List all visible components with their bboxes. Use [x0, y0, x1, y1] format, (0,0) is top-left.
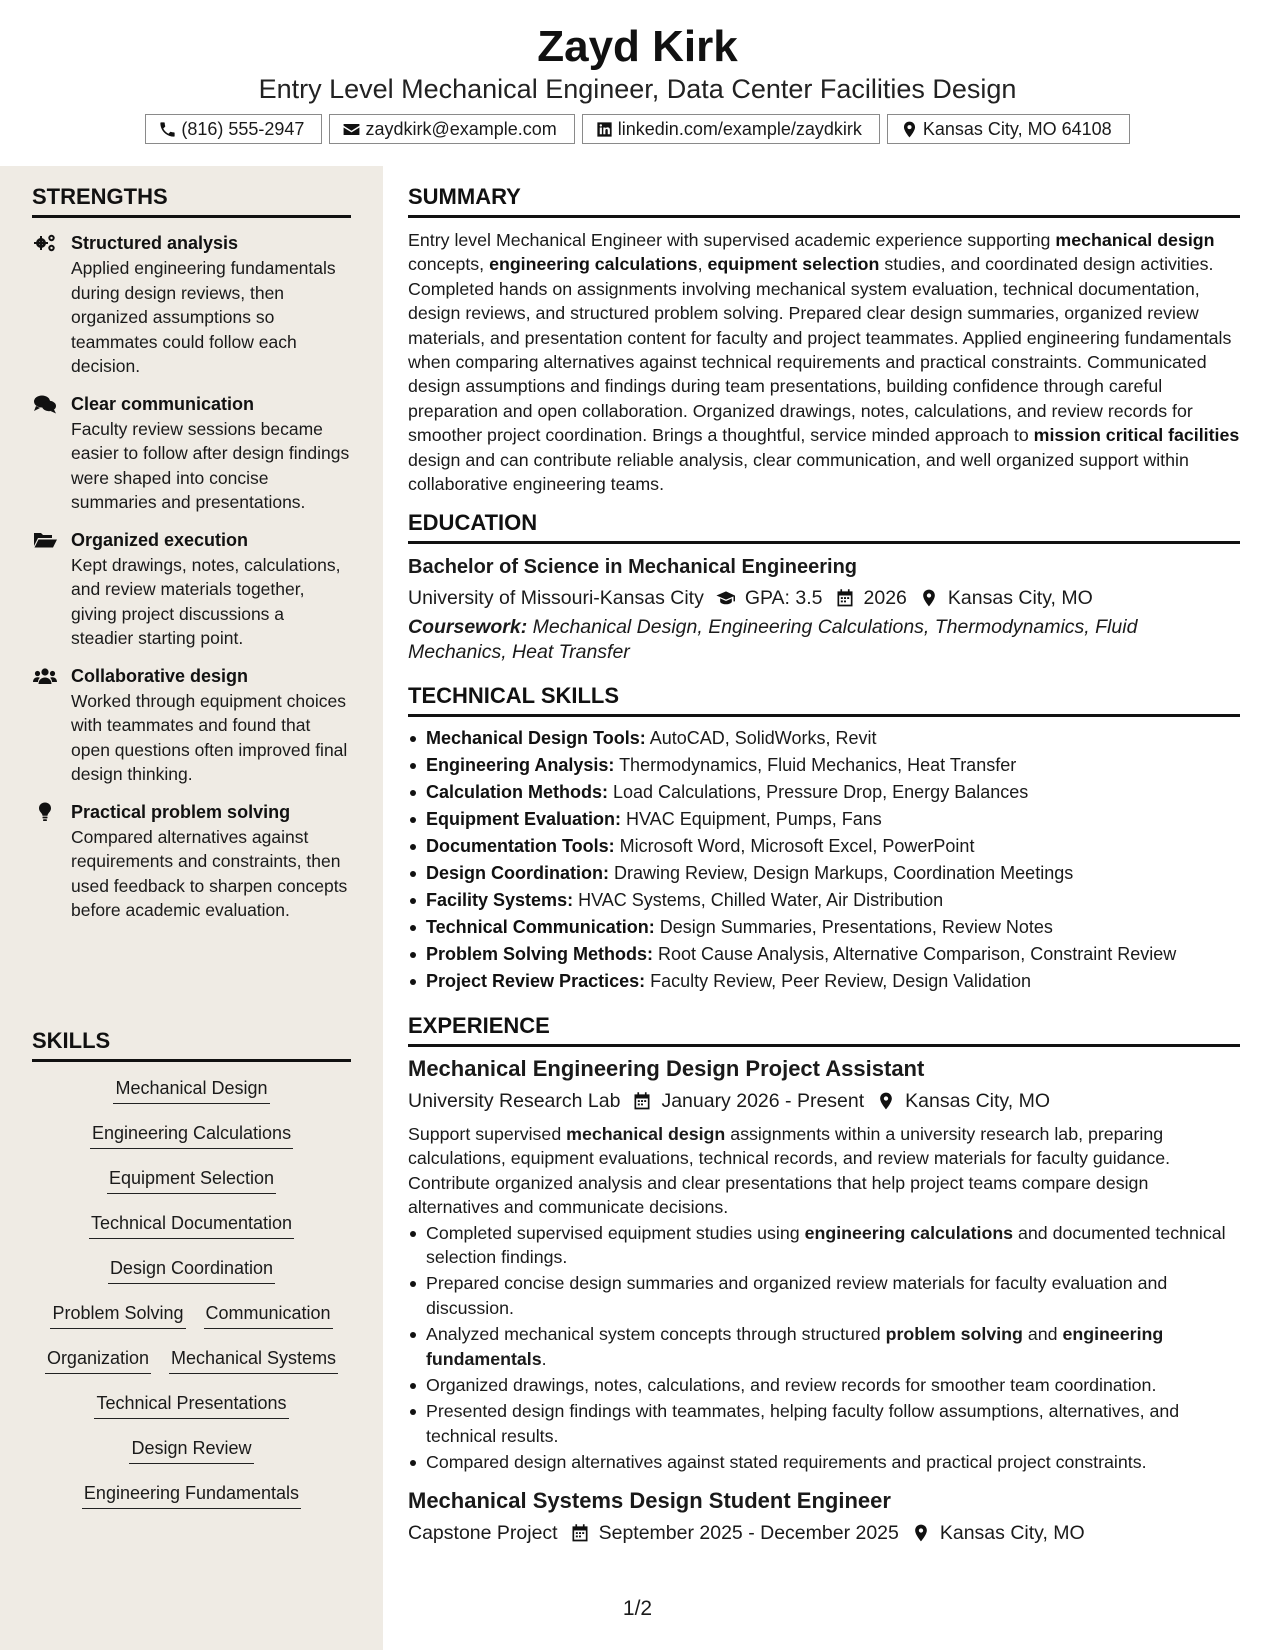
text-fragment: Completed supervised equipment studies using: [426, 1222, 805, 1243]
technical-skill-label: Problem Solving Methods:: [426, 944, 654, 964]
technical-skills-list: [408, 725, 1240, 995]
text-fragment: Analyzed mechanical system concepts through structured: [426, 1324, 886, 1345]
job-org-item: [408, 1520, 558, 1546]
technical-skill-label: Facility Systems:: [426, 890, 574, 910]
job-bullet: [408, 1399, 1240, 1448]
summary-section: [408, 184, 1240, 496]
linkedin-text: linkedin.com/example/zaydkirk: [617, 118, 862, 139]
technical-skill-label: Engineering Analysis:: [426, 755, 615, 775]
text-fragment: design and can contribute reliable analysis, clear communication, and well organized support within collaborative engineering teams.: [408, 449, 1189, 495]
skill-row: [32, 1121, 351, 1166]
job-org: University Research Lab: [408, 1090, 621, 1112]
contact-bar: [0, 114, 1275, 144]
text-fragment: Prepared concise design summaries and organized review materials for faculty evaluation and discussion.: [426, 1273, 1168, 1318]
coursework-label: Coursework:: [408, 616, 528, 638]
job-bullet: [408, 1450, 1240, 1474]
strength-item: [32, 231, 351, 379]
job-location: Kansas City, MO: [905, 1090, 1050, 1112]
candidate-name: Zayd Kirk: [537, 22, 738, 71]
contact-linkedin[interactable]: [582, 114, 880, 144]
skill-tag: Mechanical Design: [113, 1076, 269, 1104]
text-fragment: ,: [697, 254, 708, 275]
comments-icon: [33, 394, 57, 414]
text-fragment: and documented technical selection findings.: [426, 1222, 1226, 1268]
technical-skill-item: [408, 860, 1240, 887]
text-fragment: Compared design alternatives against stated requirements and practical project constraints.: [426, 1452, 1147, 1473]
education-meta: [408, 585, 1240, 611]
skill-row: [32, 1436, 351, 1481]
job-meta: [408, 1088, 1240, 1114]
technical-skill-label: Documentation Tools:: [426, 836, 615, 856]
emphasis-text: mechanical design: [566, 1124, 726, 1144]
calendar-icon: [835, 588, 855, 608]
school-name: University of Missouri-Kansas City: [408, 587, 704, 609]
skills-section: [32, 1028, 351, 1526]
emphasis-text: engineering calculations: [804, 1222, 1014, 1243]
technical-skill-label: Equipment Evaluation:: [426, 809, 622, 829]
skill-tag: Engineering Calculations: [90, 1121, 293, 1149]
text-fragment: Presented design findings with teammates, helping faculty follow assumptions, alternatives, and technical results.: [426, 1401, 1180, 1446]
skill-row: [32, 1346, 351, 1391]
email-text: zaydkirk@example.com: [365, 118, 557, 139]
envelope-icon: [342, 120, 361, 139]
skill-tag: Technical Documentation: [89, 1211, 294, 1239]
strength-description: Worked through equipment choices with teammates and found that open questions often improved final design thinking.: [71, 690, 348, 784]
calendar-icon: [632, 1091, 652, 1111]
skill-tag: Design Coordination: [108, 1256, 275, 1284]
school-item: [408, 585, 704, 611]
technical-skill-value: Thermodynamics, Fluid Mechanics, Heat Transfer: [614, 755, 1017, 775]
job-dates-item: [632, 1088, 864, 1114]
technical-skill-value: Design Summaries, Presentations, Review Notes: [654, 917, 1053, 937]
technical-skill-item: [408, 752, 1240, 779]
contact-phone[interactable]: [145, 114, 322, 144]
map-pin-icon: [900, 120, 919, 139]
technical-skills-section: [408, 683, 1240, 995]
strength-description: Applied engineering fundamentals during design reviews, then organized assumptions so teammates could follow each decision.: [71, 258, 336, 376]
contact-location[interactable]: [887, 114, 1130, 144]
skill-row: [32, 1481, 351, 1526]
emphasis-text: mechanical design: [1055, 230, 1215, 250]
technical-skill-label: Calculation Methods:: [426, 782, 609, 802]
coursework: [408, 615, 1240, 664]
gears-icon: [33, 233, 57, 253]
technical-skill-value: AutoCAD, SolidWorks, Revit: [645, 728, 877, 748]
strength-title: Clear communication: [71, 393, 255, 414]
technical-skill-value: Drawing Review, Design Markups, Coordination Meetings: [609, 863, 1074, 883]
text-fragment: Support supervised: [408, 1124, 567, 1144]
year-item: [835, 585, 907, 611]
job-bullet: [408, 1373, 1240, 1397]
technical-skill-value: HVAC Systems, Chilled Water, Air Distribution: [573, 890, 944, 910]
graduation-year: 2026: [863, 587, 907, 609]
location-text: Kansas City, MO 64108: [922, 118, 1112, 139]
technical-skill-item: [408, 941, 1240, 968]
skill-row: [32, 1211, 351, 1256]
skill-row: [32, 1301, 351, 1346]
technical-skill-item: [408, 914, 1240, 941]
text-fragment: .: [541, 1348, 547, 1369]
coursework-list: Mechanical Design, Engineering Calculations, Thermodynamics, Fluid Mechanics, Heat Transfer: [408, 616, 1138, 663]
text-fragment: concepts,: [408, 254, 490, 275]
job-location-item: [876, 1088, 1050, 1114]
job-dates: September 2025 - December 2025: [598, 1521, 899, 1544]
strength-item: [32, 392, 351, 515]
technical-skill-value: Load Calculations, Pressure Drop, Energy Balances: [608, 782, 1029, 802]
emphasis-text: mission critical facilities: [1033, 425, 1240, 446]
emphasis-text: problem solving: [885, 1324, 1023, 1345]
job-bullets: [408, 1221, 1240, 1475]
job-org: Capstone Project: [408, 1521, 558, 1544]
gpa-text: GPA: 3.5: [744, 587, 823, 609]
linkedin-icon: [595, 120, 614, 139]
text-fragment: Organized drawings, notes, calculations, and review records for smoother team coordination.: [426, 1375, 1157, 1396]
phone-text: (816) 555-2947: [181, 118, 305, 139]
emphasis-text: equipment selection: [707, 254, 880, 275]
strength-title: Practical problem solving: [71, 801, 291, 822]
job-location-item: [911, 1520, 1085, 1546]
technical-skill-item: [408, 968, 1240, 995]
page-number: 1/2: [622, 1597, 653, 1620]
text-fragment: studies, and coordinated design activities. Completed hands on assignments involving mechanical system evaluation, technical documentation, design reviews, and structured problem solving. Prepared clear design summaries, organized review materials, and presentation content for faculty and project teammates. Applied engineering fundamentals when comparing alternatives against technical requirements and practical constraints. Communicated design assumptions and findings during team presentations, building confidence through careful preparation and open collaboration. Organized drawings, notes, calculations, and review records for smoother project coordination. Brings a thoughtful, service minded approach to: [408, 254, 1232, 446]
job-entry: [408, 1055, 1240, 1475]
technical-skill-label: Mechanical Design Tools:: [426, 728, 646, 748]
text-fragment: and: [1022, 1324, 1063, 1345]
strength-description: Compared alternatives against requirements and constraints, then used feedback to sharpen concepts before academic evaluation.: [71, 826, 348, 920]
phone-icon: [158, 120, 177, 139]
job-title: Mechanical Systems Design Student Engineer: [408, 1487, 891, 1513]
technical-skill-label: Design Coordination:: [426, 863, 609, 883]
technical-skills-heading: TECHNICAL SKILLS: [408, 683, 1240, 717]
education-heading: EDUCATION: [408, 510, 1240, 544]
technical-skill-value: Microsoft Word, Microsoft Excel, PowerPoint: [614, 836, 975, 856]
map-pin-icon: [876, 1091, 896, 1111]
summary-text: [408, 228, 1240, 496]
strength-title: Structured analysis: [71, 233, 239, 253]
job-bullet: [408, 1221, 1240, 1270]
strength-item: [32, 664, 351, 787]
job-dates-item: [570, 1520, 899, 1546]
job-entry: [408, 1487, 1240, 1546]
job-bullet: [408, 1322, 1240, 1371]
strength-item: [32, 800, 351, 923]
graduation-cap-icon: [716, 588, 736, 608]
job-bullet: [408, 1271, 1240, 1320]
skill-tag: Mechanical Systems: [169, 1346, 338, 1374]
skill-tag: Organization: [45, 1346, 151, 1374]
technical-skill-value: Faculty Review, Peer Review, Design Validation: [645, 971, 1031, 991]
emphasis-text: engineering fundamentals: [426, 1324, 1164, 1369]
strength-description: Kept drawings, notes, calculations, and review materials together, giving project discussions a steadier starting point.: [71, 554, 341, 648]
skill-tag: Communication: [204, 1301, 333, 1329]
lightbulb-icon: [33, 802, 57, 822]
skill-tag: Technical Presentations: [94, 1391, 288, 1419]
skill-tag: Design Review: [129, 1436, 253, 1464]
technical-skill-item: [408, 779, 1240, 806]
text-fragment: assignments within a university research lab, preparing calculations, equipment evaluations, technical records, and review materials for faculty guidance. Contribute organized analysis and clear presentations that help project teams compare design alternatives and communicate decisions.: [408, 1124, 1171, 1218]
folder-open-icon: [33, 530, 57, 550]
job-dates: January 2026 - Present: [661, 1090, 865, 1112]
experience-section: [408, 1013, 1240, 1546]
technical-skill-item: [408, 887, 1240, 914]
skill-tag: Equipment Selection: [107, 1166, 276, 1194]
technical-skill-value: HVAC Equipment, Pumps, Fans: [621, 809, 882, 829]
degree-title: Bachelor of Science in Mechanical Engineering: [408, 556, 858, 578]
skill-row: [32, 1076, 351, 1121]
summary-heading: SUMMARY: [408, 184, 1240, 218]
skill-tag: Engineering Fundamentals: [82, 1481, 301, 1509]
strength-title: Organized execution: [71, 529, 249, 550]
skill-tag: Problem Solving: [50, 1301, 185, 1329]
job-org-item: [408, 1088, 620, 1114]
job-meta: [408, 1520, 1240, 1546]
education-location: Kansas City, MO: [947, 587, 1093, 609]
skills-heading: SKILLS: [32, 1028, 351, 1062]
skill-row: [32, 1256, 351, 1301]
technical-skill-label: Project Review Practices:: [426, 971, 646, 991]
strength-item: [32, 528, 351, 651]
map-pin-icon: [919, 588, 939, 608]
education-location-item: [919, 585, 1093, 611]
technical-skill-item: [408, 833, 1240, 860]
gpa-item: [716, 585, 823, 611]
strength-description: Faculty review sessions became easier to follow after design findings were shaped into concise summaries and presentations.: [71, 418, 350, 512]
job-description: [408, 1122, 1240, 1220]
experience-heading: EXPERIENCE: [408, 1013, 1240, 1047]
technical-skill-item: [408, 725, 1240, 752]
skill-row: [32, 1166, 351, 1211]
technical-skill-label: Technical Communication:: [426, 917, 655, 937]
map-pin-icon: [911, 1523, 931, 1543]
strengths-section: [32, 184, 351, 923]
skill-list: [32, 1076, 351, 1526]
job-location: Kansas City, MO: [939, 1521, 1085, 1544]
strength-title: Collaborative design: [71, 665, 249, 686]
calendar-icon: [570, 1523, 590, 1543]
job-title: Mechanical Engineering Design Project Assistant: [408, 1056, 925, 1081]
text-fragment: Entry level Mechanical Engineer with supervised academic experience supporting: [408, 230, 1056, 250]
education-section: [408, 510, 1240, 664]
skill-row: [32, 1391, 351, 1436]
technical-skill-value: Root Cause Analysis, Alternative Comparison, Constraint Review: [653, 944, 1177, 964]
technical-skill-item: [408, 806, 1240, 833]
strengths-heading: STRENGTHS: [32, 184, 351, 218]
emphasis-text: engineering calculations: [489, 254, 698, 275]
users-icon: [33, 666, 57, 686]
candidate-title: Entry Level Mechanical Engineer, Data Center Facilities Design: [258, 74, 1017, 104]
contact-email[interactable]: [329, 114, 574, 144]
